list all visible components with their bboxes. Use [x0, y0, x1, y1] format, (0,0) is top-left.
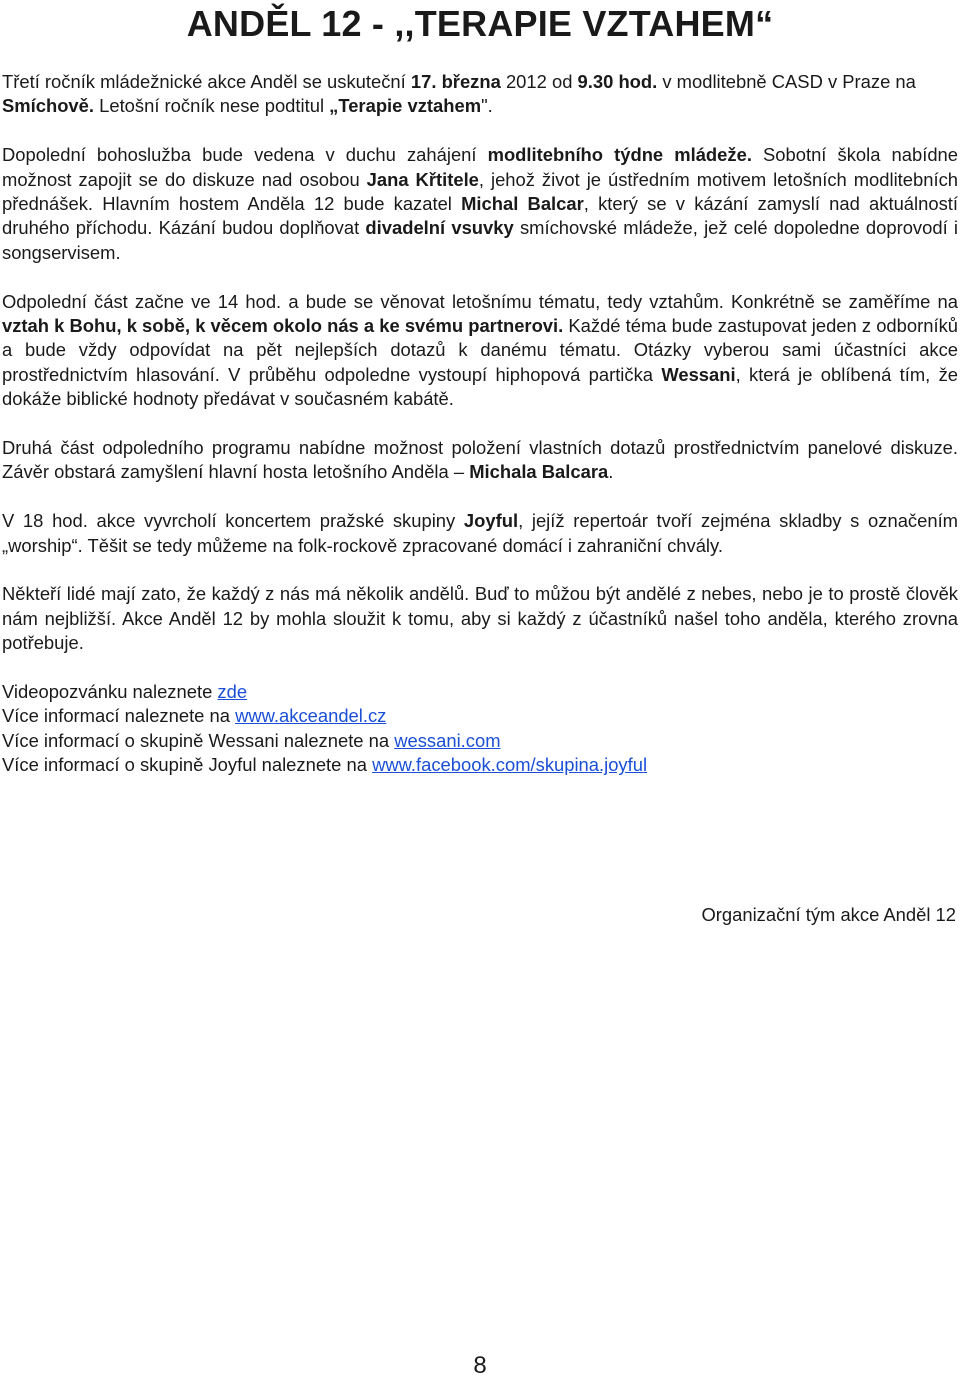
paragraph-afternoon: [2, 290, 958, 412]
signature: Organizační tým akce Anděl 12: [701, 904, 956, 925]
paragraph-angels: Někteří lidé mají zato, že každý z nás má několik andělů. Buď to můžou být andělé z nebes, nebo je to prostě člověk nám nejbližší. Akce Anděl 12 by mohla sloužit k tomu, aby si každý z účastníků našel toho anděla, kterého zrovna potřebuje.: [2, 583, 958, 654]
joyful-link[interactable]: www.facebook.com/skupina.joyful: [372, 754, 648, 776]
link-line-website: [2, 704, 958, 728]
link-line-video: [2, 680, 958, 704]
link-prefix: Videopozvánku naleznete: [2, 681, 218, 703]
band-joyful: Joyful: [463, 510, 519, 532]
page-title: ANDĚL 12 - ,,TERAPIE VZTAHEM“: [186, 3, 774, 44]
closing-speaker: Michala Balcara: [469, 461, 609, 483]
panel-text-c: .: [608, 461, 614, 483]
link-prefix: Více informací o skupině Joyful naleznete na: [2, 754, 373, 776]
intro-text-g: Letošní ročník nese podtitul: [94, 95, 330, 117]
paragraph-concert: [2, 509, 958, 558]
video-link[interactable]: zde: [217, 681, 248, 703]
morning-text-a: Dopolední bohoslužba bude vedena v duchu zahájení: [2, 144, 488, 166]
intro-text-i: ".: [481, 95, 493, 117]
wessani-link[interactable]: wessani.com: [394, 729, 501, 751]
morning-text-g: , který se v kázání zamyslí nad aktuálností druhého příchodu. Kázání budou doplňovat: [2, 193, 958, 239]
intro-text-a: Třetí ročník mládežnické akce Anděl se uskuteční: [2, 71, 411, 92]
website-link[interactable]: www.akceandel.cz: [235, 705, 387, 727]
link-line-joyful: [2, 753, 958, 777]
afternoon-text-c: Každé téma bude zastupovat jeden z odborníků a bude vždy odpovídat na pět nejlepších dotazů k danému tématu. Otázky vyberou sami účastníci akce prostřednictvím hlasování. V průběhu odpoledne vystoupí hiphopová partička: [2, 315, 958, 385]
morning-text-i: smíchovské mládeže, jež celé dopoledne doprovodí i songservisem.: [2, 217, 959, 263]
event-subtitle: „Terapie vztahem: [329, 95, 482, 117]
intro-text-c: 2012 od: [500, 71, 578, 92]
afternoon-text-a: Odpolední část začne ve 14 hod. a bude se věnovat letošnímu tématu, tedy vztahům. Konkrétně se zaměříme na: [2, 290, 958, 312]
theater-inserts: divadelní vsuvky: [365, 217, 514, 239]
paragraph-panel: [2, 436, 958, 485]
concert-text-a: V 18 hod. akce vyvrcholí koncertem pražské skupiny: [2, 510, 464, 532]
paragraph-intro: [2, 70, 958, 119]
page-number: 8: [473, 1352, 487, 1379]
band-wessani: Wessani: [661, 363, 736, 385]
event-date: 17. března: [410, 71, 501, 92]
link-line-wessani: [2, 729, 958, 753]
links-list: [2, 680, 958, 778]
concert-text-c: , jejíž repertoár tvoří zejména skladby s označením „worship“. Těšit se tedy můžeme na folk-rockově zpracované domácí i zahraniční chvály.: [2, 510, 959, 556]
link-prefix: Více informací naleznete na: [2, 705, 236, 727]
afternoon-text-e: , která je oblíbená tím, že dokáže biblické hodnoty předávat v současném kabátě.: [2, 363, 958, 410]
morning-text-e: , jehož život je ústředním motivem letošních modlitebních přednášek. Hlavním hostem Anděla 12 bude kazatel: [2, 168, 959, 215]
morning-text-c: Sobotní škola nabídne možnost zapojit se do diskuze nad osobou: [2, 144, 958, 190]
event-place: Smíchově.: [2, 95, 94, 117]
prayer-week: modlitebního týdne mládeže.: [487, 144, 752, 166]
main-guest: Michal Balcar: [461, 193, 584, 215]
paragraph-morning: [2, 143, 958, 265]
link-prefix: Více informací o skupině Wessani naleznete na: [2, 729, 395, 751]
intro-text-e: v modlitebně CASD v Praze na: [657, 71, 916, 92]
event-time: 9.30 hod.: [577, 71, 658, 92]
document-body: [2, 70, 958, 778]
relationship-topics: vztah k Bohu, k sobě, k věcem okolo nás a ke svému partnerovi.: [2, 315, 564, 337]
john-baptist: Jana Křtitele: [366, 168, 479, 190]
panel-text-a: Druhá část odpoledního programu nabídne možnost položení vlastních dotazů prostřednictvím panelové diskuze. Závěr obstará zamyšlení hlavní hosta letošního Anděla –: [2, 437, 958, 483]
